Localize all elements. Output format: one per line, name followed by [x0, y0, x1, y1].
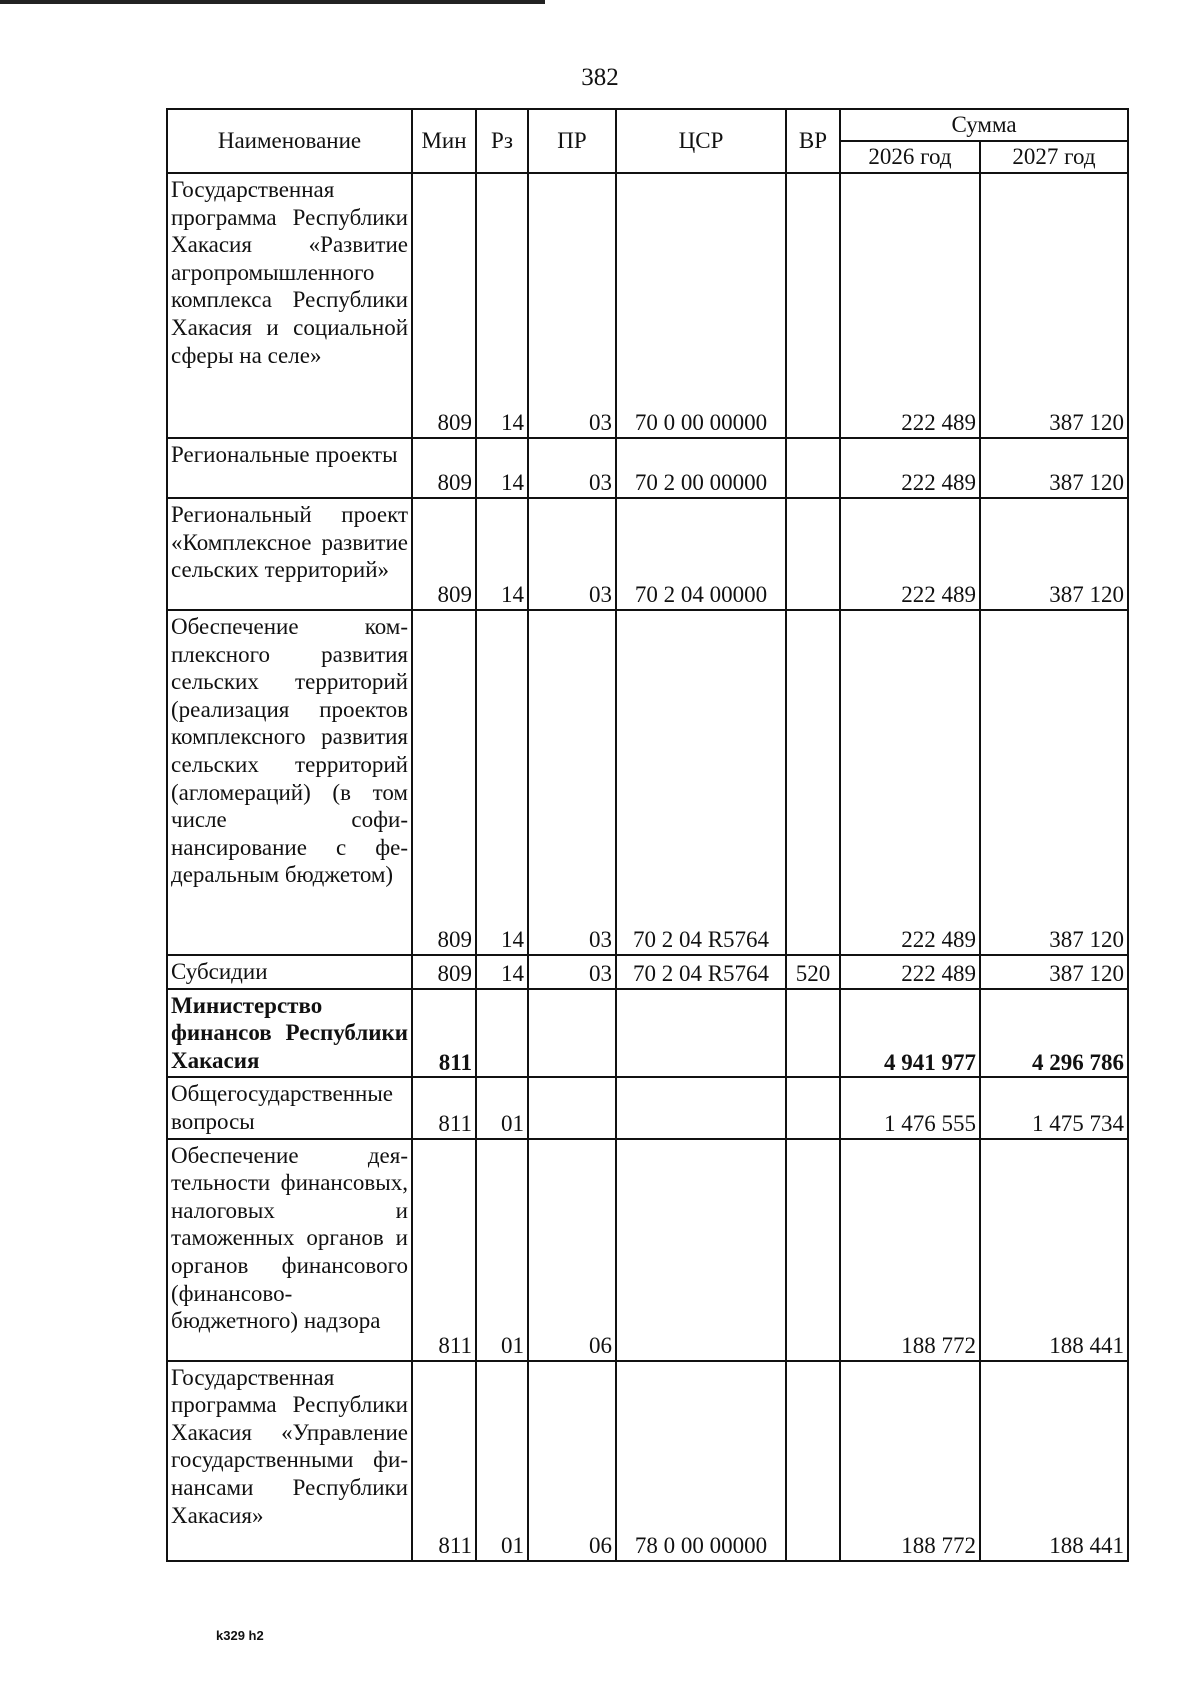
- row-csr: 78 0 00 00000: [616, 1361, 786, 1561]
- table-row: [167, 1139, 1128, 1361]
- row-sum-2026: 222 489: [840, 610, 980, 955]
- row-rz: 14: [476, 438, 528, 498]
- row-min: 809: [412, 498, 476, 610]
- row-csr: [616, 1139, 786, 1361]
- header-name: Наименование: [167, 109, 412, 173]
- row-rz: 01: [476, 1077, 528, 1138]
- row-pr: 03: [528, 610, 616, 955]
- row-pr: 06: [528, 1139, 616, 1361]
- row-sum-2027: 4 296 786: [980, 989, 1128, 1078]
- table-row: [167, 438, 1128, 498]
- row-sum-2026: 1 476 555: [840, 1077, 980, 1138]
- row-sum-2027: 387 120: [980, 438, 1128, 498]
- row-sum-2026: 188 772: [840, 1139, 980, 1361]
- row-min: 811: [412, 989, 476, 1078]
- row-sum-2027: 387 120: [980, 173, 1128, 438]
- header-year-2026: 2026 год: [840, 141, 980, 173]
- row-vr: [786, 1139, 840, 1361]
- row-rz: 14: [476, 173, 528, 438]
- row-name: Государственная программа Республики Хакасия «Развитие агропромышленного комплекса Республики Хакасия и социальной сферы на селе»: [167, 173, 412, 438]
- row-pr: [528, 1077, 616, 1138]
- row-min: 809: [412, 438, 476, 498]
- row-pr: [528, 989, 616, 1078]
- footer-code: k329 h2: [216, 1628, 264, 1643]
- row-rz: 14: [476, 498, 528, 610]
- table-row: [167, 498, 1128, 610]
- row-csr: [616, 1077, 786, 1138]
- row-pr: 03: [528, 498, 616, 610]
- row-rz: 14: [476, 610, 528, 955]
- row-pr: 06: [528, 1361, 616, 1561]
- row-rz: 01: [476, 1361, 528, 1561]
- row-csr: 70 2 00 00000: [616, 438, 786, 498]
- row-vr: [786, 1077, 840, 1138]
- row-min: 811: [412, 1361, 476, 1561]
- row-min: 809: [412, 610, 476, 955]
- table-row: [167, 173, 1128, 438]
- header-vr: ВР: [786, 109, 840, 173]
- row-vr: [786, 498, 840, 610]
- row-pr: 03: [528, 438, 616, 498]
- row-min: 809: [412, 173, 476, 438]
- row-sum-2027: 188 441: [980, 1139, 1128, 1361]
- row-csr: 70 2 04 00000: [616, 498, 786, 610]
- table-row: [167, 989, 1128, 1078]
- header-sum: Сумма: [840, 109, 1128, 141]
- row-vr: 520: [786, 955, 840, 989]
- row-min: 811: [412, 1139, 476, 1361]
- top-rule: [0, 0, 545, 4]
- header-rz: Рз: [476, 109, 528, 173]
- row-name: Общегосударственные вопросы: [167, 1077, 412, 1138]
- row-name: Государственная программа Республики Хакасия «Управление государственными финансами Республики Хакасия»: [167, 1361, 412, 1561]
- row-pr: 03: [528, 955, 616, 989]
- table-row: [167, 1361, 1128, 1561]
- header-csr: ЦСР: [616, 109, 786, 173]
- row-name: Обеспечение комплексного развития сельских территорий (реализация проектов комплексного развития сельских территорий (агломераций) (в том числе софинансирование с федеральным бюджетом): [167, 610, 412, 955]
- row-sum-2027: 387 120: [980, 610, 1128, 955]
- page-number: 382: [581, 64, 619, 91]
- row-vr: [786, 610, 840, 955]
- budget-table: [166, 108, 1129, 1562]
- row-name: Региональный проект «Комплексное развитие сельских территорий»: [167, 498, 412, 610]
- header-pr: ПР: [528, 109, 616, 173]
- row-rz: 14: [476, 955, 528, 989]
- row-min: 811: [412, 1077, 476, 1138]
- row-name: Министерство финансов Республики Хакасия: [167, 989, 412, 1078]
- table-body: [167, 173, 1128, 1561]
- row-vr: [786, 1361, 840, 1561]
- row-sum-2026: 188 772: [840, 1361, 980, 1561]
- table-row: [167, 955, 1128, 989]
- row-sum-2027: 387 120: [980, 955, 1128, 989]
- row-name: Обеспечение деятельности финансовых, налоговых и таможенных органов и органов финансового (финансово-бюджетного) надзора: [167, 1139, 412, 1361]
- row-name: Региональные проекты: [167, 438, 412, 498]
- row-vr: [786, 173, 840, 438]
- row-sum-2026: 222 489: [840, 498, 980, 610]
- row-csr: 70 2 04 R5764: [616, 955, 786, 989]
- row-csr: [616, 989, 786, 1078]
- header-min: Мин: [412, 109, 476, 173]
- header-year-2027: 2027 год: [980, 141, 1128, 173]
- row-sum-2027: 387 120: [980, 498, 1128, 610]
- row-csr: 70 2 04 R5764: [616, 610, 786, 955]
- row-sum-2026: 222 489: [840, 955, 980, 989]
- row-rz: 01: [476, 1139, 528, 1361]
- table-row: [167, 610, 1128, 955]
- row-sum-2026: 4 941 977: [840, 989, 980, 1078]
- row-csr: 70 0 00 00000: [616, 173, 786, 438]
- row-sum-2027: 1 475 734: [980, 1077, 1128, 1138]
- row-min: 809: [412, 955, 476, 989]
- row-name: Субсидии: [167, 955, 412, 989]
- table-row: [167, 1077, 1128, 1138]
- row-vr: [786, 438, 840, 498]
- row-sum-2027: 188 441: [980, 1361, 1128, 1561]
- row-sum-2026: 222 489: [840, 173, 980, 438]
- row-rz: [476, 989, 528, 1078]
- row-vr: [786, 989, 840, 1078]
- row-pr: 03: [528, 173, 616, 438]
- row-sum-2026: 222 489: [840, 438, 980, 498]
